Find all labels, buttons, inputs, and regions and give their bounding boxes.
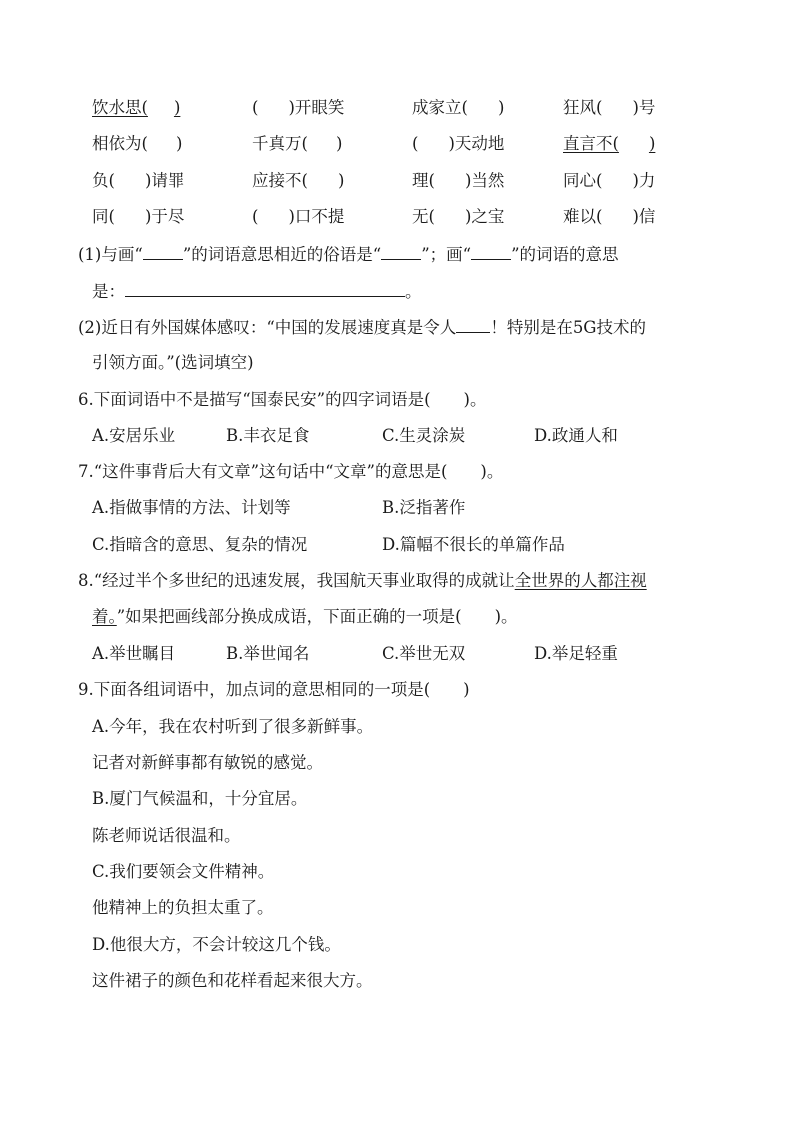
question-5-1-line-2: 是： 。	[92, 282, 422, 301]
q6-option-b[interactable]: B.丰衣足食	[226, 426, 310, 445]
word-item: 无( )之宝	[412, 207, 505, 226]
question-6-stem: 6.下面词语中不是描写“国泰民安”的四字词语是( )。	[78, 390, 487, 409]
word-item: 相依为( )	[92, 134, 183, 153]
q8-option-d[interactable]: D.举足轻重	[534, 644, 618, 663]
word-item: 直言不( )	[563, 134, 656, 153]
q7-option-b[interactable]: B.泛指著作	[382, 498, 466, 517]
q8-option-c[interactable]: C.举世无双	[382, 644, 466, 663]
word-item: 千真万( )	[252, 134, 343, 153]
word-item: 同心( )力	[563, 171, 656, 190]
q9-line: C.我们要领会文件精神。	[92, 862, 275, 881]
word-item: 饮水思( )	[92, 98, 181, 117]
word-item: 负( )请罪	[92, 171, 185, 190]
q6-option-d[interactable]: D.政通人和	[534, 426, 618, 445]
q9-line: 这件裙子的颜色和花样看起来很大方。	[92, 971, 373, 990]
q9-line: A.今年，我在农村听到了很多新鲜事。	[92, 717, 374, 736]
q9-line: 陈老师说话很温和。	[92, 826, 241, 845]
q8-option-b[interactable]: B.举世闻名	[226, 644, 310, 663]
q9-line: 记者对新鲜事都有敏锐的感觉。	[92, 753, 323, 772]
underlined-phrase: 全世界的人都注视	[514, 571, 647, 590]
underlined-phrase: 着。	[92, 607, 117, 626]
q7-option-a[interactable]: A.指做事情的方法、计划等	[92, 498, 291, 517]
word-item: 难以( )信	[563, 207, 656, 226]
q6-option-a[interactable]: A.安居乐业	[92, 426, 176, 445]
q9-line: 他精神上的负担太重了。	[92, 898, 274, 917]
word-item: 应接不( )	[252, 171, 345, 190]
word-item: 狂风( )号	[563, 98, 656, 117]
q7-option-c[interactable]: C.指暗含的意思、复杂的情况	[92, 535, 308, 554]
question-5-2-line-1: (2)近日有外国媒体感叹：“中国的发展速度真是令人 ！特别是在5G技术的	[78, 318, 646, 337]
word-item: ( )天动地	[412, 134, 505, 153]
question-8-stem-line-2: 着。”如果把画线部分换成成语，下面正确的一项是( )。	[92, 607, 518, 626]
question-5-1-line-1: (1)与画“ ”的词语意思相近的俗语是“ ”；画“ ”的词语的意思	[78, 245, 619, 264]
word-item: 同( )于尽	[92, 207, 185, 226]
word-item: 成家立( )	[412, 98, 505, 117]
q6-option-c[interactable]: C.生灵涂炭	[382, 426, 466, 445]
q8-option-a[interactable]: A.举世瞩目	[92, 644, 176, 663]
q9-line: B.厦门气候温和，十分宜居。	[92, 789, 308, 808]
question-9-stem: 9.下面各组词语中，加点词的意思相同的一项是( )	[78, 680, 470, 699]
q9-line: D.他很大方，不会计较这几个钱。	[92, 935, 341, 954]
question-5-2-line-2: 引领方面。”(选词填空)	[92, 353, 254, 372]
word-item: 理( )当然	[412, 171, 505, 190]
word-item: ( )口不提	[252, 207, 345, 226]
word-item: ( )开眼笑	[252, 98, 345, 117]
question-7-stem: 7.“这件事背后大有文章”这句话中“文章”的意思是( )。	[78, 462, 504, 481]
question-8-stem-line-1: 8.“经过半个多世纪的迅速发展，我国航天事业取得的成就让全世界的人都注视	[78, 571, 647, 590]
q7-option-d[interactable]: D.篇幅不很长的单篇作品	[382, 535, 565, 554]
